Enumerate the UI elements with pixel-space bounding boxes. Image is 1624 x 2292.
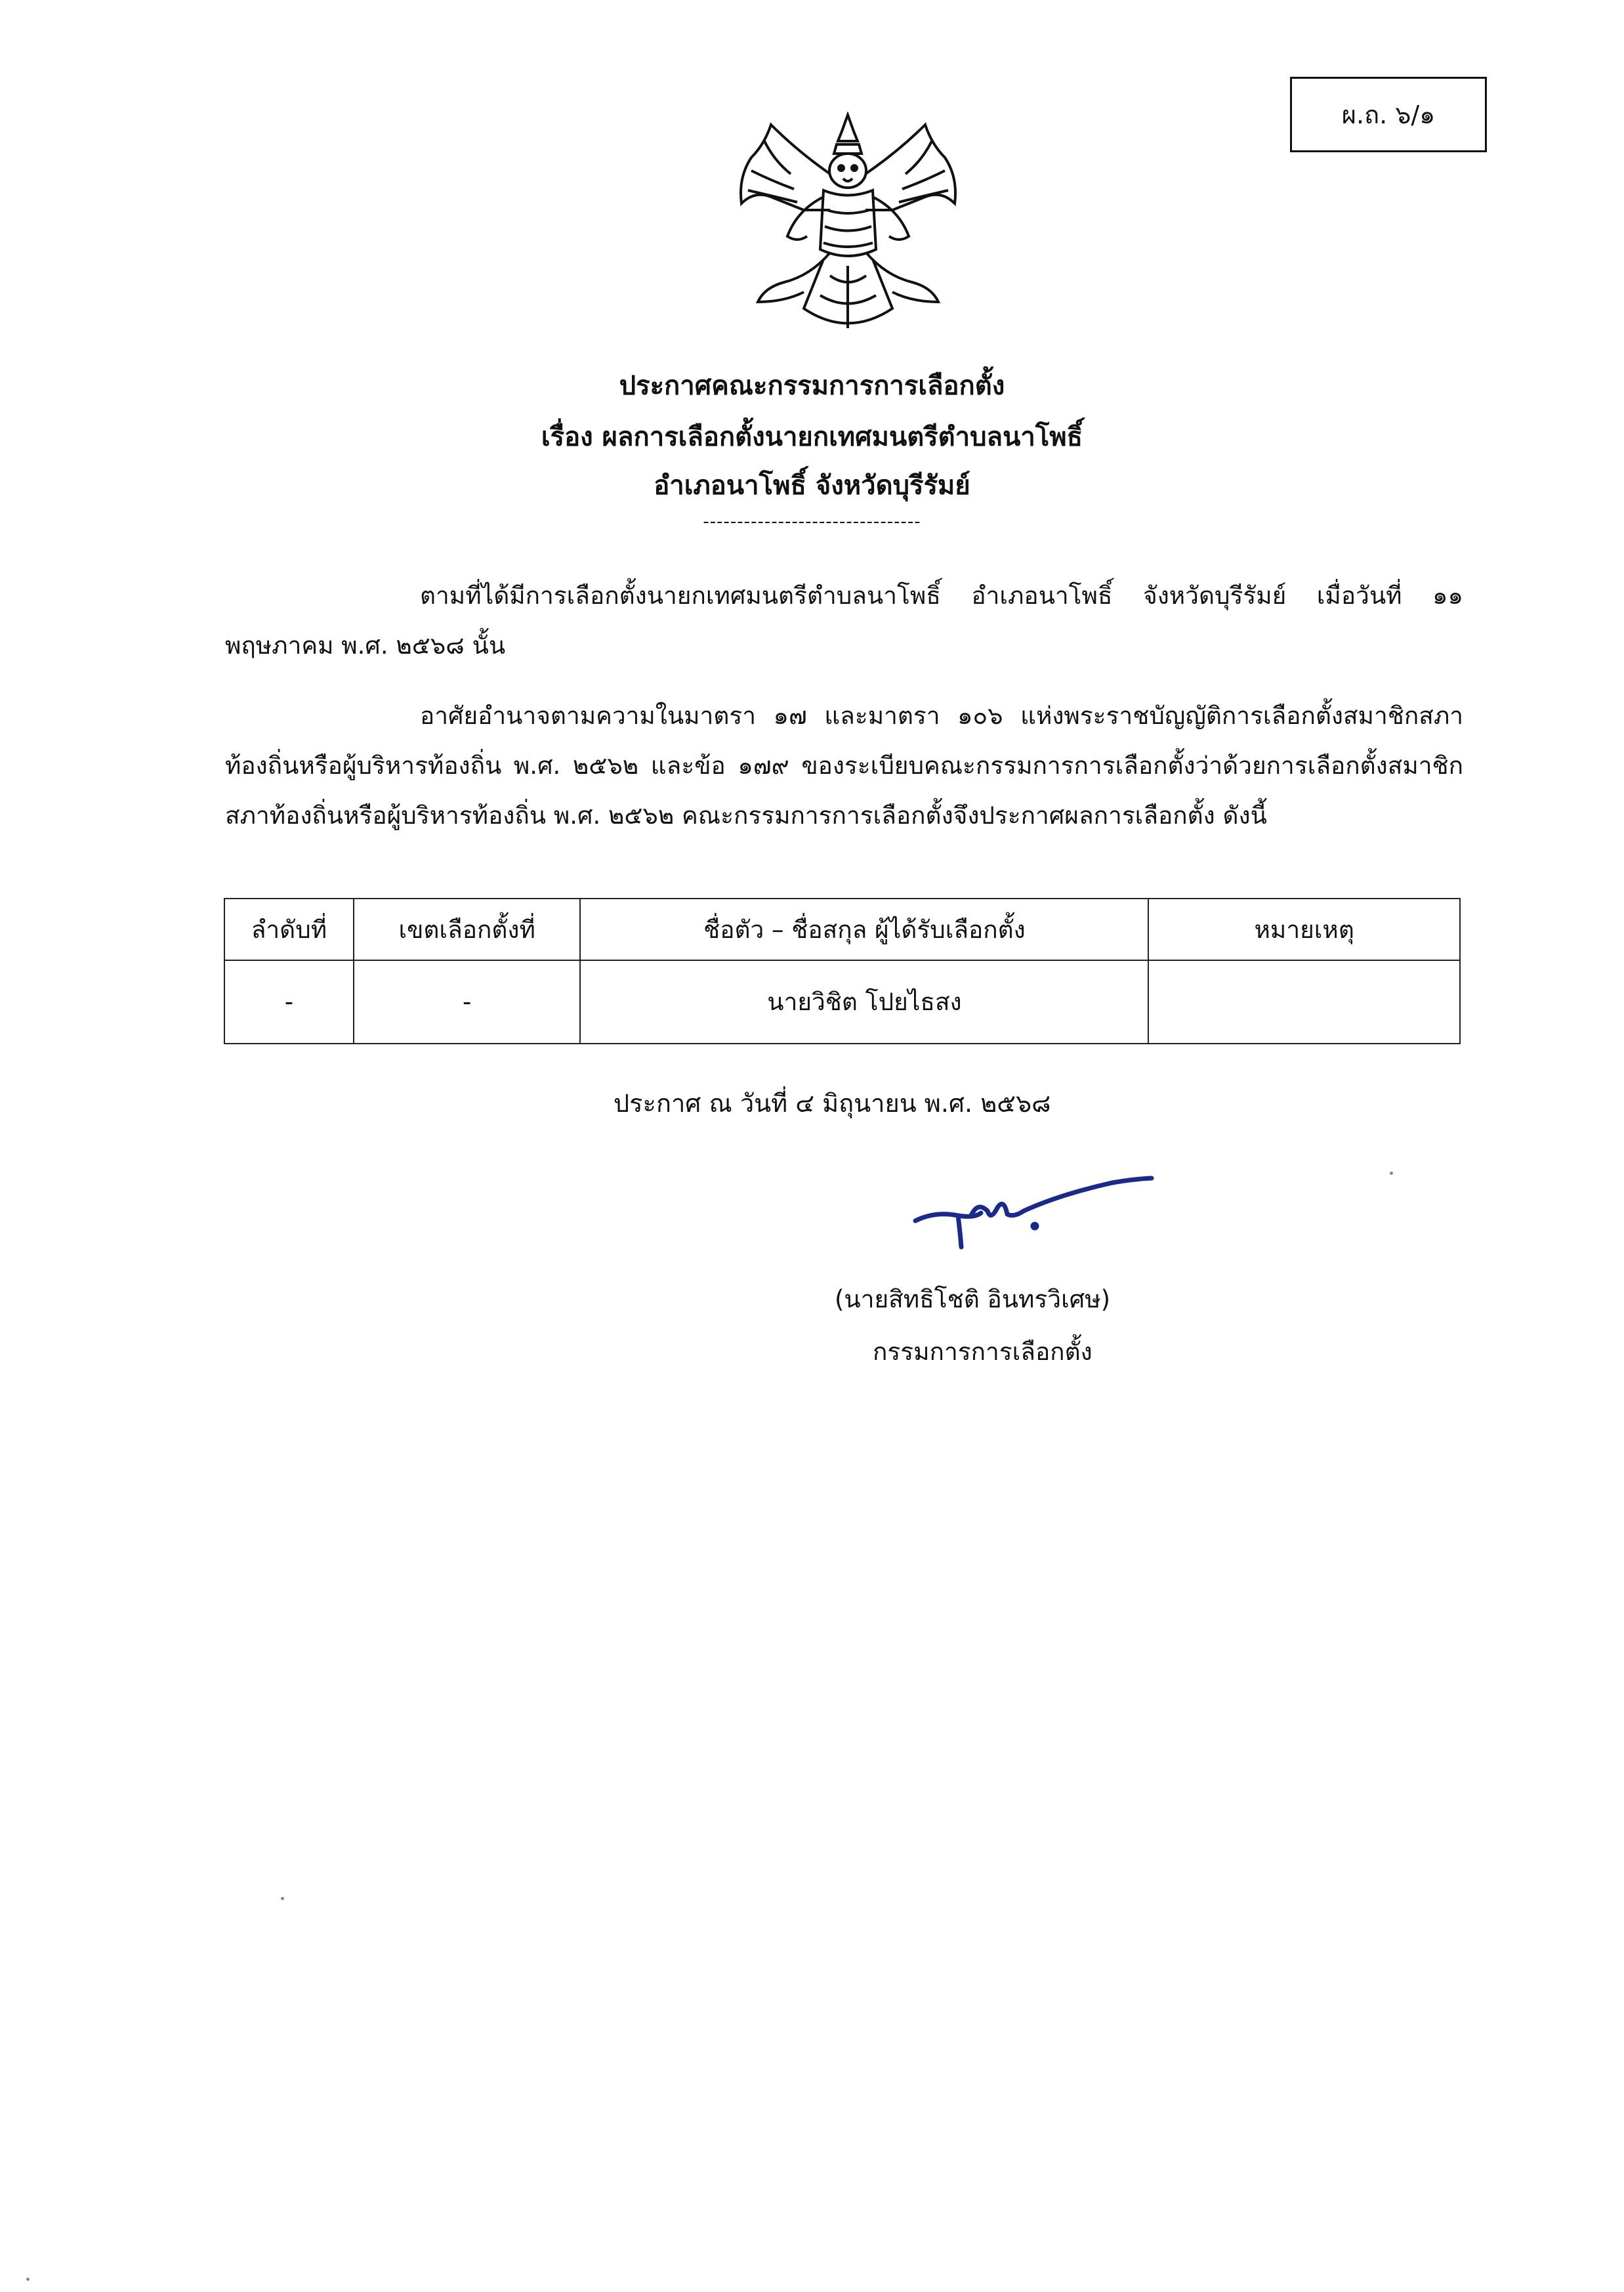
announcement-subject: เรื่อง ผลการเลือกตั้งนายกเทศมนตรีตำบลนาโพธิ์ [541, 422, 1083, 452]
body-paragraph-1: ตามที่ได้มีการเลือกตั้งนายกเทศมนตรีตำบลนาโพธิ์ อำเภอนาโพธิ์ จังหวัดบุรีรัมย์ เมื่อวันที่ ๑๑ พฤษภาคม พ.ศ. ๒๕๖๘ นั้น [225, 582, 1463, 660]
scan-speck [26, 2278, 30, 2281]
body-paragraph-2: อาศัยอำนาจตามความในมาตรา ๑๗ และมาตรา ๑๐๖ แห่งพระราชบัญญัติการเลือกตั้งสมาชิกสภาท้องถิ่นหรือผู้บริหารท้องถิ่น พ.ศ. ๒๕๖๒ และข้อ ๑๗๙ ของระเบียบคณะกรรมการการเลือกตั้งว่าด้วยการเลือกตั้งสมาชิกสภาท้องถิ่นหรือผู้บริหารท้องถิ่น พ.ศ. ๒๕๖๒ คณะกรรมการการเลือกตั้งจึงประกาศผลการเลือกตั้ง ดังนี้ [225, 702, 1463, 830]
column-header-name: ชื่อตัว – ชื่อสกุล ผู้ได้รับเลือกตั้ง [580, 899, 1148, 960]
election-result-table [224, 898, 1461, 1044]
scan-speck [281, 1897, 284, 1900]
column-header-remark: หมายเหตุ [1148, 899, 1460, 960]
column-header-order: ลำดับที่ [224, 899, 354, 960]
signer-name: (นายสิทธิโชติ อินทรวิเศษ) [835, 1285, 1111, 1313]
garuda-emblem-icon [725, 112, 971, 345]
cell-name: นายวิชิต โปยไธสง [580, 960, 1148, 1044]
form-code-box [1290, 77, 1487, 152]
announcement-date: ประกาศ ณ วันที่ ๔ มิถุนายน พ.ศ. ๒๕๖๘ [614, 1089, 1051, 1118]
table-row [224, 960, 1460, 1044]
heading-separator: -------------------------------- [703, 512, 921, 532]
announcement-location: อำเภอนาโพธิ์ จังหวัดบุรีรัมย์ [654, 471, 970, 501]
signer-title: กรรมการการเลือกตั้ง [873, 1338, 1093, 1366]
cell-order: - [224, 960, 354, 1044]
form-code: ผ.ถ. ๖/๑ [1341, 100, 1436, 129]
column-header-district: เขตเลือกตั้งที่ [354, 899, 581, 960]
cell-district: - [354, 960, 581, 1044]
announcement-heading: ประกาศคณะกรรมการการเลือกตั้ง [619, 371, 1005, 401]
cell-remark [1148, 960, 1460, 1044]
scan-speck [1390, 1172, 1393, 1175]
table-header-row [224, 899, 1460, 960]
handwritten-signature [909, 1175, 1158, 1260]
